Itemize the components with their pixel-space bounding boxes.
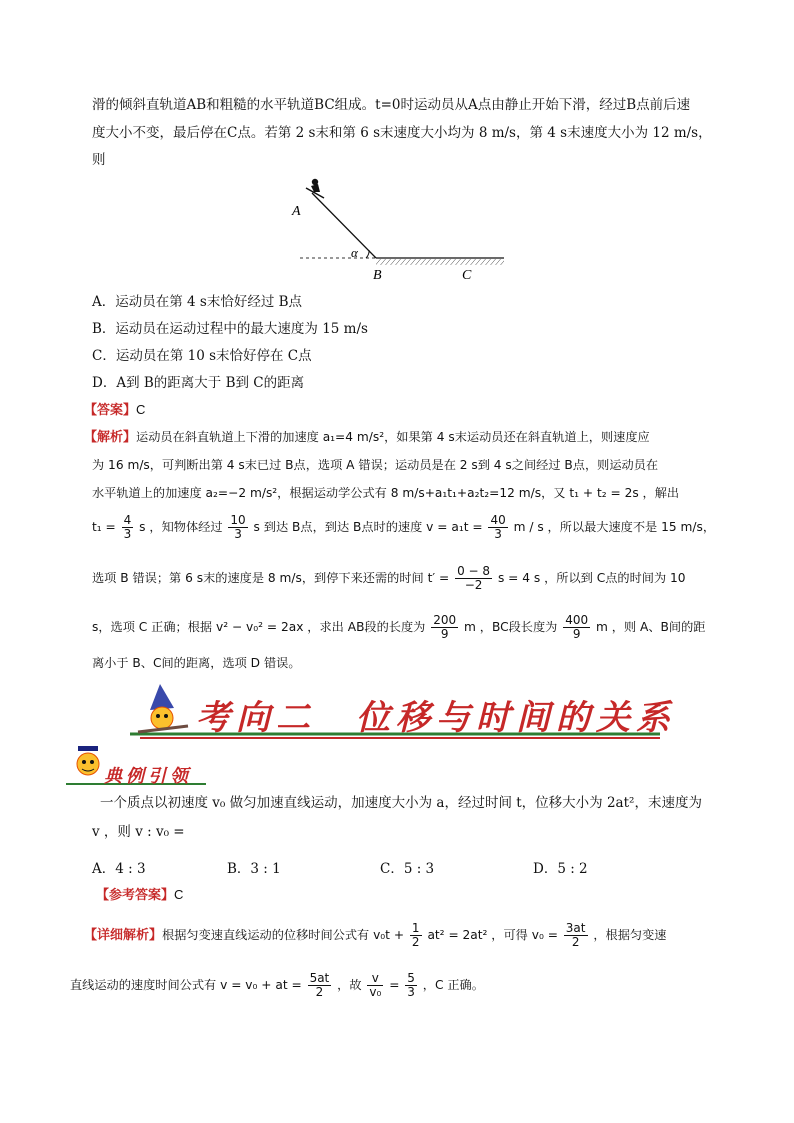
- problem1-answer: [84, 401, 714, 420]
- text: ，根据匀变速: [593, 928, 667, 942]
- text: at² = 2at² ，可得 v₀ =: [427, 928, 558, 942]
- text: 直线运动的速度时间公式有 v = v₀ + at =: [70, 978, 302, 992]
- denominator: 3: [234, 527, 242, 541]
- problem1-stem-line2: 度大小不变，最后停在C点。若第 2 s末和第 6 s末速度大小均为 8 m/s，第 4 s末速度大小为 12 m/s，: [92, 125, 712, 141]
- incline-ab: [312, 193, 376, 258]
- denominator: −2: [464, 578, 483, 592]
- angle-arc: [366, 250, 369, 258]
- fraction: [367, 972, 383, 999]
- skier-icon: [306, 179, 324, 198]
- problem2-analysis-line1: [84, 922, 714, 949]
- numerator: 40: [490, 513, 506, 527]
- problem1-analysis-line5: [92, 565, 722, 592]
- problem2-option-c: C．5 : 3: [380, 861, 435, 877]
- problem2-answer: [96, 886, 726, 905]
- problem1-option-b: B．运动员在运动过程中的最大速度为 15 m/s: [92, 321, 368, 337]
- problem2-analysis-line2: [70, 972, 700, 999]
- text: m / s ，所以最大速度不是 15 m/s，: [513, 520, 716, 534]
- label-alpha: α: [351, 245, 358, 260]
- text: ，C 正确。: [422, 978, 484, 992]
- text: s，选项 C 正确；根据 v² − v₀² = 2ax ，求出 AB段的长度为: [92, 620, 426, 634]
- problem2-stem-line2: v ，则 v : v₀ =: [92, 824, 185, 840]
- problem1-analysis-line4: [92, 514, 722, 541]
- analysis-tag: 【解析】: [84, 430, 137, 445]
- text: t₁ =: [92, 520, 116, 534]
- fraction: [563, 614, 590, 641]
- problem1-option-a: A．运动员在第 4 s末恰好经过 B点: [92, 294, 303, 310]
- fraction: [564, 922, 588, 949]
- numerator: 200: [433, 613, 457, 627]
- numerator: 4: [123, 513, 132, 527]
- answer-value: C: [136, 402, 146, 417]
- denominator: 9: [440, 627, 449, 641]
- problem1-analysis-line1: [84, 428, 714, 447]
- problem1-option-c: C．运动员在第 10 s末恰好停在 C点: [92, 348, 312, 364]
- denominator: v₀: [369, 985, 382, 999]
- numerator: 10: [230, 513, 246, 527]
- numerator: 5at: [309, 971, 330, 985]
- numerator: 5: [407, 971, 415, 985]
- fraction: [410, 922, 422, 949]
- fraction: [122, 514, 134, 541]
- text: 根据匀变速直线运动的位移时间公式有 v₀t +: [162, 928, 405, 942]
- incline-figure: [280, 170, 520, 285]
- fraction: [228, 514, 247, 541]
- problem1-analysis-line3: 水平轨道上的加速度 a₂=−2 m/s²，根据运动学公式有 8 m/s+a₁t₁+a₂t₂=12 m/s，又 t₁ + t₂ = 2s ，解出: [92, 486, 680, 500]
- problem2-stem-line1: 一个质点以初速度 v₀ 做匀加速直线运动，加速度大小为 a，经过时间 t，位移大小为 2at²，末速度为: [100, 795, 702, 811]
- text: 选项 B 错误；第 6 s末的速度是 8 m/s，到停下来还需的时间 t′ =: [92, 571, 450, 585]
- text: s 到达 B点，到达 B点时的速度 v = a₁t =: [253, 520, 483, 534]
- text: s = 4 s ，所以到 C点的时间为 10: [497, 571, 686, 585]
- problem1-analysis-line7: 离小于 B、C间的距离，选项 D 错误。: [92, 656, 301, 670]
- numerator: 400: [565, 613, 589, 627]
- fraction: [405, 972, 417, 999]
- numerator: 1: [411, 921, 420, 935]
- denominator: 2: [411, 935, 420, 949]
- label-c: C: [462, 268, 472, 283]
- problem1-stem-line1: 滑的倾斜直轨道AB和粗糙的水平轨道BC组成。t=0时运动员从A点由静止开始下滑，经过B点前后速: [92, 97, 691, 113]
- text: m ，则 A、B间的距: [596, 620, 706, 634]
- answer-value: C: [174, 887, 184, 902]
- problem1-stem-line3: 则: [92, 152, 106, 168]
- analysis-tag: 【详细解析】: [84, 928, 163, 943]
- fraction: [488, 514, 507, 541]
- lead-title: 典例引领: [104, 766, 192, 787]
- problem2-option-a: A．4 : 3: [92, 861, 146, 877]
- fraction: [308, 972, 332, 999]
- answer-tag: 【参考答案】: [96, 888, 175, 903]
- problem1-analysis-line6: [92, 614, 722, 641]
- label-b: B: [373, 268, 382, 283]
- numerator: 0 − 8: [457, 564, 491, 578]
- problem1-analysis-line2: 为 16 m/s，可判断出第 4 s末已过 B点，选项 A 错误；运动员是在 2 s到 4 s之间经过 B点，则运动员在: [92, 458, 659, 472]
- problem2-option-b: B．3 : 1: [227, 861, 281, 877]
- denominator: 9: [572, 627, 581, 641]
- text: ，故: [337, 978, 362, 992]
- text: m ，BC段长度为: [464, 620, 558, 634]
- denominator: 3: [494, 527, 502, 541]
- problem1-option-d: D．A到 B的距离大于 B到 C的距离: [92, 375, 305, 391]
- denominator: 2: [315, 985, 324, 999]
- problem2-option-d: D．5 : 2: [533, 861, 588, 877]
- wizard-mascot-icon: [138, 684, 188, 732]
- denominator: 3: [407, 985, 415, 999]
- fraction: [455, 565, 492, 592]
- analysis-text: 运动员在斜直轨道上下滑的加速度 a₁=4 m/s²，如果第 4 s末运动员还在斜直轨道上，则速度应: [136, 430, 650, 444]
- text: =: [389, 978, 400, 992]
- text: s ，知物体经过: [139, 520, 223, 534]
- section-title: 考向二 位移与时间的关系: [196, 698, 676, 738]
- denominator: 2: [571, 935, 580, 949]
- answer-tag: 【答案】: [84, 403, 137, 418]
- ground-hatch: [376, 259, 504, 265]
- fraction: [431, 614, 458, 641]
- denominator: 3: [123, 527, 132, 541]
- graduate-mascot-icon: [77, 746, 99, 775]
- numerator: 3at: [565, 921, 586, 935]
- label-a: A: [292, 204, 301, 219]
- numerator: v: [367, 972, 383, 986]
